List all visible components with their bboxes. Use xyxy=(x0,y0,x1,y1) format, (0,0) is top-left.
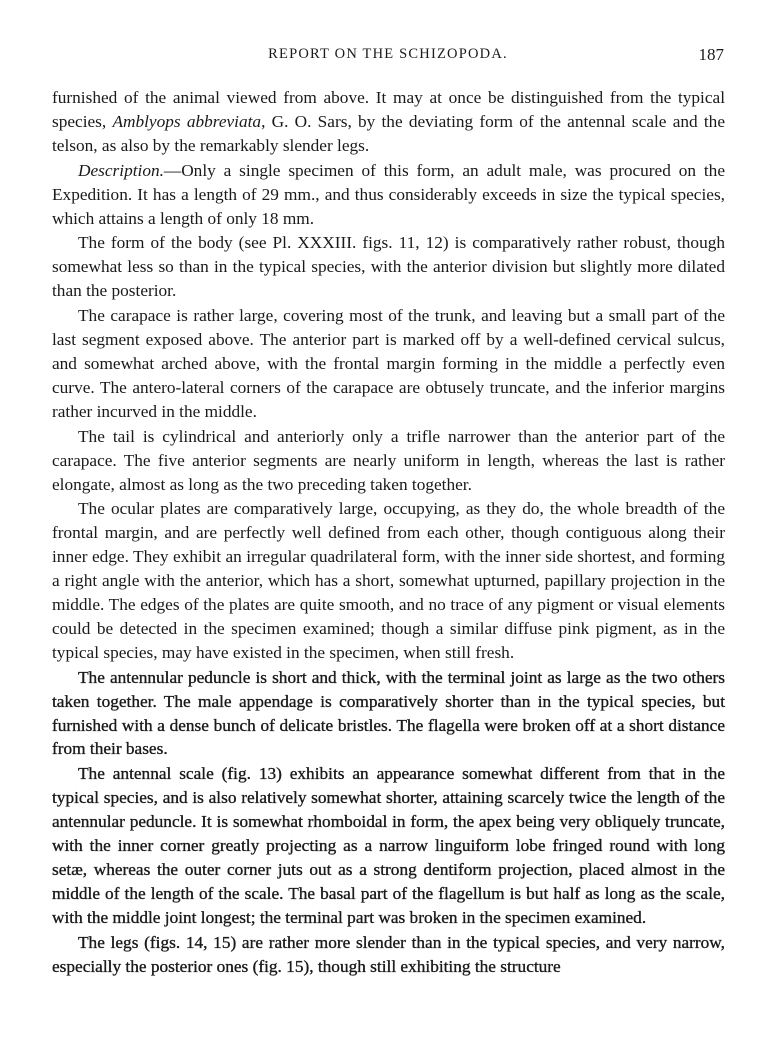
text-run: —Only a single specimen of this form, an adult male, was procured on the Expedition. It has a length of 29 mm., and thus considerably exceeds in size the typical species, which attains a length of only 18 mm. xyxy=(52,160,725,228)
paragraph-continuation xyxy=(52,86,725,158)
text-run: The ocular plates are comparatively large, occupying, as they do, the whole breadth of the frontal margin, and are perfectly well defined from each other, though contiguous along their inner edge. They exhibit an irregular quadrilateral form, with the inner side shortest, and forming a right angle with the anterior, which has a short, somewhat upturned, papillary projection in the middle. The edges of the plates are quite smooth, and no trace of any pigment or visual elements could be detected in the specimen examined; though a similar diffuse pink pigment, as in the typical species, may have existed in the specimen, when still fresh. xyxy=(52,499,725,662)
text-run: The antennular peduncle is short and thick, with the terminal joint as large as the two others taken together. The male appendage is comparatively shorter than in the typical species, but furnished with a dense bunch of delicate bristles. The flagella were broken off at a short distance from their bases. xyxy=(52,667,725,759)
text-run: The antennal scale (fig. 13) exhibits an appearance somewhat different from that in the typical species, and is also relatively somewhat shorter, attaining scarcely twice the length of the antennular peduncle. It is somewhat rhomboidal in form, the apex being very obliquely truncate, with the inner corner greatly projecting as a narrow linguiform lobe fringed round with long setæ, whereas the outer corner juts out as a strong dentiform projection, placed almost in the middle of the length of the scale. The basal part of the flagellum is but half as long as the scale, with the middle joint longest; the terminal part was broken in the specimen examined. xyxy=(52,764,725,927)
paragraph-ocular-plates xyxy=(52,497,725,664)
species-name: Amblyops abbreviata xyxy=(112,111,262,131)
body-text xyxy=(52,86,725,979)
paragraph-antennal-scale xyxy=(52,762,725,929)
page-header xyxy=(52,46,724,68)
text-run: , G. O. Sars, by the deviating form of the antennal scale and the telson, as also by the remarkably slender legs. xyxy=(52,111,725,155)
paragraph-carapace xyxy=(52,304,725,424)
text-run: The carapace is rather large, covering most of the trunk, and leaving but a small part of the last segment exposed above. The anterior part is marked off by a well-defined cervical sulcus, and somewhat arched above, with the frontal margin forming in the middle a perfectly even curve. The antero-lateral corners of the carapace are obtusely truncate, and the inferior margins rather incurved in the middle. xyxy=(52,306,725,421)
paragraph-body-form xyxy=(52,231,725,303)
paragraph-tail xyxy=(52,425,725,497)
section-heading: Description. xyxy=(78,160,164,180)
text-run: furnished of the animal viewed from above. It may at once be distinguished from the typical species, xyxy=(52,88,725,131)
paragraph-legs xyxy=(52,931,725,979)
text-run: The form of the body (see Pl. XXXIII. figs. 11, 12) is comparatively rather robust, though somewhat less so than in the typical species, with the anterior division but slightly more dilated than the posterior. xyxy=(52,233,725,301)
paragraph-description xyxy=(52,159,725,231)
running-title: REPORT ON THE SCHIZOPODA. xyxy=(268,46,508,62)
text-run: The tail is cylindrical and anteriorly only a trifle narrower than the anterior part of the carapace. The five anterior segments are nearly uniform in length, whereas the last is rather elongate, almost as long as the two preceding taken together. xyxy=(52,426,725,494)
paragraph-antennular-peduncle xyxy=(52,666,725,762)
page-number: 187 xyxy=(698,45,724,64)
text-run: The legs (figs. 14, 15) are rather more slender than in the typical species, and very narrow, especially the posterior ones (fig. 15), though still exhibiting the structure xyxy=(52,932,725,976)
